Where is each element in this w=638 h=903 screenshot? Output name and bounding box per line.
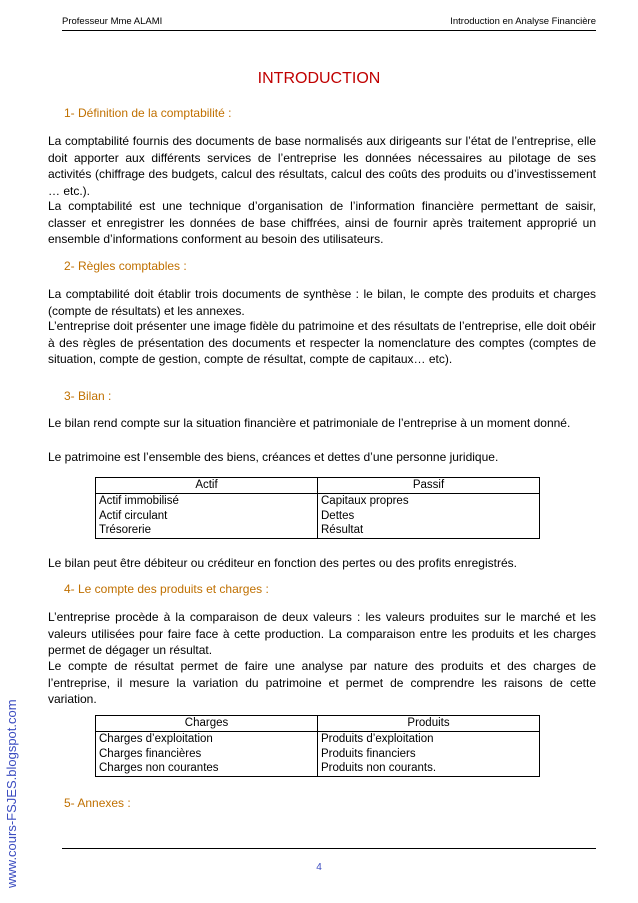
table-row [96, 732, 540, 777]
page-title: INTRODUCTION [257, 70, 381, 87]
table-cell: Capitaux propres [321, 495, 409, 507]
table-cell: Charges financières [99, 747, 202, 760]
table-cell: Résultat [321, 524, 364, 536]
table-cell-list [318, 732, 540, 777]
page-header [62, 13, 596, 31]
header-course-title: Introduction en Analyse Financière [450, 16, 596, 27]
table-cell: Dettes [321, 509, 355, 522]
table-cell: Charges d’exploitation [99, 733, 213, 745]
table-header-cell: Passif [318, 478, 540, 494]
table-row [96, 494, 540, 539]
section-4-paragraph-2: Le compte de résultat permet de faire une analyse par nature des produits et des charges de l’entreprise, il mesure la variation du patrimoine et permet de comprendre les raisons de cette variation. [48, 659, 596, 706]
table-cell: Charges non courantes [99, 762, 219, 774]
table-cell: Produits non courants. [321, 762, 437, 774]
section-3-heading: 3- Bilan : [64, 389, 112, 403]
table-header-cell: Produits [318, 716, 540, 732]
page-number: 4 [316, 862, 322, 873]
section-3-paragraph-2: Le patrimoine est l’ensemble des biens, créances et dettes d’une personne juridique. [48, 450, 499, 464]
header-author: Professeur Mme ALAMI [62, 16, 163, 27]
footer-divider [62, 848, 596, 849]
section-1-paragraph-1: La comptabilité fournis des documents de base normalisés aux dirigeants sur l’état de l’entreprise, elle doit apporter aux différents services de l’entreprise les données nécessaires au pilotage de ses activités (chiffrage des budgets, calcul des résultats, calcul des coûts des produits ou d’investissement … etc.). [48, 134, 596, 198]
section-4-heading: 4- Le compte des produits et charges : [64, 582, 269, 596]
section-3-paragraph-1: Le bilan rend compte sur la situation financière et patrimoniale de l’entreprise à un moment donné. [48, 416, 571, 430]
table-header-row [96, 478, 540, 494]
section-4-paragraph-1: L’entreprise procède à la comparaison de deux valeurs : les valeurs produites sur le marché et les valeurs utilisées pour faire face à cette production. La comparaison entre les produits et les charges permet de dégager un résultat. [48, 610, 596, 657]
table-cell: Actif immobilisé [99, 495, 179, 507]
table-header-cell: Charges [96, 716, 318, 732]
bilan-note: Le bilan peut être débiteur ou créditeur en fonction des pertes ou des profits enregistrés. [48, 556, 517, 570]
table-cell: Produits financiers [321, 747, 416, 760]
cpc-table [95, 715, 540, 777]
table-header-row [96, 716, 540, 732]
section-5-heading: 5- Annexes : [64, 796, 131, 810]
table-cell-list [96, 732, 318, 777]
table-cell: Produits d’exploitation [321, 733, 434, 745]
table-cell-list [96, 494, 318, 539]
table-cell: Trésorerie [99, 524, 151, 536]
section-1-heading: 1- Définition de la comptabilité : [64, 106, 232, 120]
section-2-paragraph-2: L’entreprise doit présenter une image fidèle du patrimoine et des résultats de l’entreprise, elle doit obéir à des règles de présentation des documents et respecter la nomenclature des comptes (comptes de situation, compte de gestion, compte de résultat, compte de capitaux… etc). [48, 319, 596, 366]
side-watermark-link[interactable]: www.cours-FSJES.blogspot.com [4, 699, 19, 888]
section-2-heading: 2- Règles comptables : [64, 259, 187, 273]
table-header-cell: Actif [96, 478, 318, 494]
section-1-paragraph-2: La comptabilité est une technique d’organisation de l’information financière permettant de saisir, classer et enregistrer les données de base chiffrées, ainsi de fournir après traitement approprié un ensemble d’informations conforment au besoin des utilisateurs. [48, 199, 596, 246]
table-cell-list [318, 494, 540, 539]
bilan-table [95, 477, 540, 539]
section-2-paragraph-1: La comptabilité doit établir trois documents de synthèse : le bilan, le compte des produits et charges (compte de résultats) et les annexes. [48, 287, 596, 318]
table-cell: Actif circulant [99, 509, 168, 522]
